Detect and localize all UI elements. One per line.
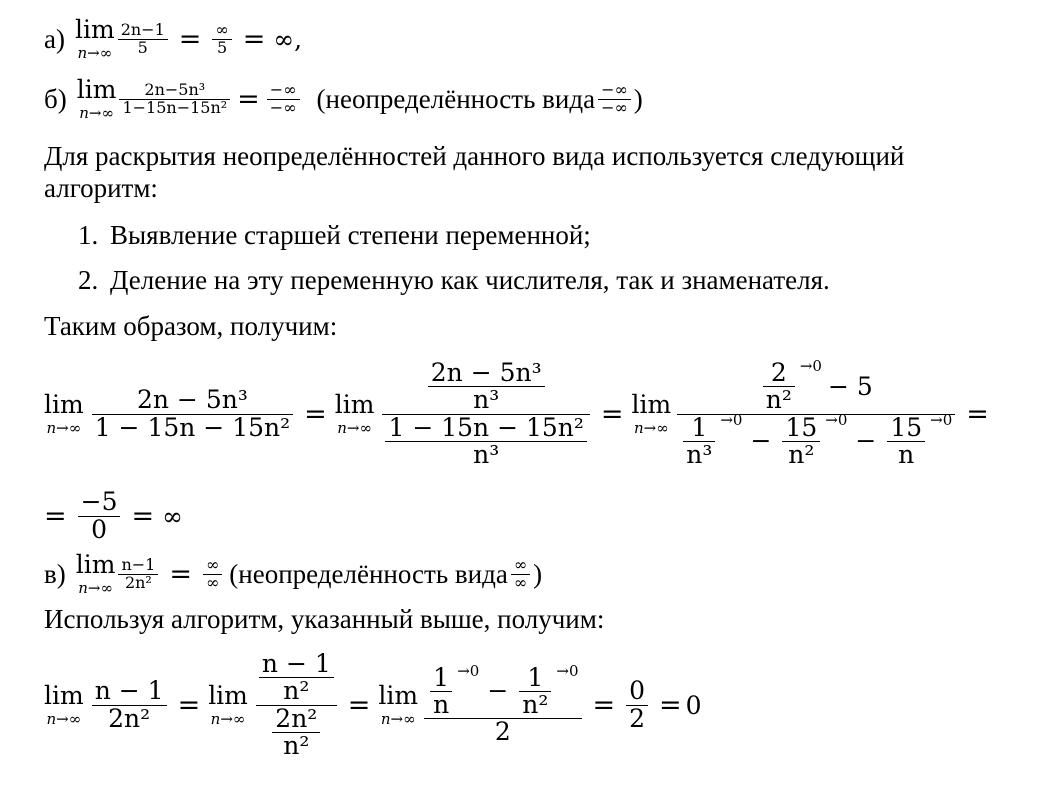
numerator: 15 xyxy=(890,412,923,442)
denominator: n³ xyxy=(686,439,713,469)
minus: − xyxy=(855,426,877,456)
fraction xyxy=(683,412,715,469)
lim-subscript: n→∞ xyxy=(210,710,246,728)
list-text: Выявление старшей степени переменной; xyxy=(110,219,591,250)
tends-to-zero: →0 xyxy=(825,411,848,430)
equals: = xyxy=(600,398,624,430)
lim-subscript: n→∞ xyxy=(78,579,113,597)
compound-fraction xyxy=(256,651,337,759)
equals: = xyxy=(169,558,192,590)
fraction xyxy=(118,19,168,57)
lim-word: lim xyxy=(208,681,248,710)
list-item xyxy=(78,258,830,302)
lim-word: lim xyxy=(76,75,117,104)
fraction xyxy=(430,662,452,719)
numerator-fraction xyxy=(259,651,334,705)
numerator: 2 xyxy=(770,358,787,387)
minus-five: − 5 xyxy=(827,371,873,401)
equals: = xyxy=(44,500,67,532)
minus: − xyxy=(487,676,509,706)
minus: − xyxy=(750,426,772,456)
lim-subscript: n→∞ xyxy=(634,419,669,437)
denominator: 5 xyxy=(137,37,148,57)
lim-word: lim xyxy=(631,390,672,419)
note-close: ) xyxy=(533,558,543,589)
equals: = xyxy=(177,689,201,721)
tends-to-zero: →0 xyxy=(930,411,953,430)
fraction xyxy=(626,678,648,732)
equals: = xyxy=(966,398,989,430)
equals: = xyxy=(304,398,327,430)
fraction xyxy=(267,79,300,117)
denominator: 1 − 15n − 15n² xyxy=(94,412,291,442)
denominator: n xyxy=(898,439,915,469)
lim-subscript: n→∞ xyxy=(46,419,82,437)
list-number: 1. xyxy=(78,219,99,250)
limit-operator xyxy=(77,77,117,121)
fraction xyxy=(763,360,795,414)
tends-to-zero: →0 xyxy=(799,356,822,375)
fraction xyxy=(203,554,222,592)
numerator: −∞ xyxy=(601,79,628,99)
equals: = xyxy=(659,689,682,721)
fraction xyxy=(119,79,230,117)
line-a xyxy=(44,17,302,61)
numerator: 2n−5n³ xyxy=(144,79,206,99)
limit-operator xyxy=(44,392,84,436)
lim-word: lim xyxy=(378,681,419,710)
result: ∞, xyxy=(273,24,303,54)
equals: = xyxy=(347,689,371,721)
result: ∞ xyxy=(162,501,183,531)
item-label: в) xyxy=(44,558,66,589)
numerator: 2n² xyxy=(275,703,318,733)
denominator: n³ xyxy=(473,439,500,469)
lim-subscript: n→∞ xyxy=(77,44,113,62)
lim-word: lim xyxy=(44,390,84,419)
lim-subscript: n→∞ xyxy=(337,419,372,437)
numerator: 0 xyxy=(629,676,646,706)
numerator: 1 xyxy=(433,662,450,692)
item-label: а) xyxy=(44,23,65,54)
numerator xyxy=(757,356,876,415)
lim-subscript: n→∞ xyxy=(46,710,82,728)
equation-2 xyxy=(44,640,702,770)
equals: = xyxy=(592,689,616,721)
paragraph-continuation: алгоритм: xyxy=(44,172,158,203)
compound-fraction xyxy=(677,356,955,469)
limit-operator xyxy=(208,683,248,727)
numerator xyxy=(424,661,581,719)
compound-fraction xyxy=(382,360,589,468)
fraction xyxy=(92,387,293,441)
limit-operator xyxy=(632,392,672,436)
paragraph: Для раскрытия неопределённостей данного вида используется следующий xyxy=(44,140,905,171)
fraction xyxy=(887,412,925,469)
numerator: 2n−1 xyxy=(120,19,165,39)
lim-subscript: n→∞ xyxy=(79,104,114,122)
denominator-fraction xyxy=(272,703,320,760)
denominator: n² xyxy=(283,730,310,760)
equation-1 xyxy=(44,345,997,483)
limit-operator xyxy=(76,552,116,596)
numerator: ∞ xyxy=(215,19,229,39)
fraction xyxy=(782,412,820,469)
paragraph: Таким образом, получим: xyxy=(44,310,338,341)
numerator: ∞ xyxy=(513,554,528,574)
denominator: 2n² xyxy=(108,703,151,733)
fraction xyxy=(92,678,167,732)
numerator: 1 xyxy=(691,412,708,442)
list-item xyxy=(78,213,591,257)
denominator: 0 xyxy=(91,514,107,544)
fraction xyxy=(212,19,231,57)
line-c xyxy=(44,552,542,596)
numerator: 1 − 15n − 15n² xyxy=(388,412,584,442)
limit-operator xyxy=(75,17,115,61)
note-text: (неопределённость вида xyxy=(229,558,508,589)
denominator: 1−15n−15n² xyxy=(122,97,228,117)
numerator: n − 1 xyxy=(94,676,164,706)
limit-operator xyxy=(44,683,84,727)
paragraph: Используя алгоритм, указанный выше, получим: xyxy=(44,603,605,634)
note-text: (неопределённость вида xyxy=(316,83,596,114)
line-b xyxy=(44,77,643,121)
numerator: ∞ xyxy=(205,554,220,574)
lim-word: lim xyxy=(334,390,375,419)
fraction xyxy=(78,489,121,543)
fraction xyxy=(118,554,158,592)
limit-operator xyxy=(378,683,418,727)
denominator-fraction xyxy=(385,412,586,469)
numerator-fraction xyxy=(428,360,545,414)
denominator: ∞ xyxy=(513,572,528,592)
lim-subscript: n→∞ xyxy=(380,710,416,728)
denominator: −∞ xyxy=(269,97,297,117)
lim-word: lim xyxy=(75,550,116,579)
denominator: n² xyxy=(765,385,792,415)
list-number: 2. xyxy=(78,264,99,295)
numerator: n−1 xyxy=(121,554,156,574)
denominator: n xyxy=(433,689,450,719)
list-text: Деление на эту переменную как числителя, так и знаменателя. xyxy=(110,264,830,295)
fraction xyxy=(598,79,631,117)
denominator: 2 xyxy=(494,717,511,747)
denominator xyxy=(677,411,955,469)
equals: = xyxy=(178,23,202,55)
numerator: 2n − 5n³ xyxy=(136,385,248,415)
numerator: 1 xyxy=(527,662,544,692)
numerator: 15 xyxy=(785,412,818,442)
numerator: −5 xyxy=(80,487,118,517)
equation-1-continuation xyxy=(44,483,183,549)
tends-to-zero: →0 xyxy=(457,661,480,680)
limit-operator xyxy=(335,392,375,436)
lim-word: lim xyxy=(44,681,84,710)
fraction xyxy=(519,662,551,719)
denominator: ∞ xyxy=(205,572,220,592)
fraction xyxy=(511,554,530,592)
denominator: n² xyxy=(522,689,549,719)
lim-word: lim xyxy=(74,15,115,44)
equals: = xyxy=(237,83,260,115)
tends-to-zero: →0 xyxy=(556,661,579,680)
numerator: n − 1 xyxy=(261,649,331,678)
denominator: n³ xyxy=(473,385,500,415)
numerator: −∞ xyxy=(269,79,297,99)
numerator: 2n − 5n³ xyxy=(430,358,542,387)
denominator: 2n² xyxy=(124,572,152,592)
denominator: n² xyxy=(283,676,310,706)
tends-to-zero: →0 xyxy=(720,411,743,430)
denominator: 5 xyxy=(216,37,228,57)
denominator: n² xyxy=(788,439,815,469)
result: 0 xyxy=(685,690,702,720)
equals: = xyxy=(131,500,155,532)
equals: = xyxy=(242,23,266,55)
denominator: −∞ xyxy=(601,97,628,117)
denominator: 2 xyxy=(629,703,646,733)
item-label: б) xyxy=(44,83,67,114)
note-close: ) xyxy=(633,83,643,114)
compound-fraction xyxy=(424,661,581,747)
